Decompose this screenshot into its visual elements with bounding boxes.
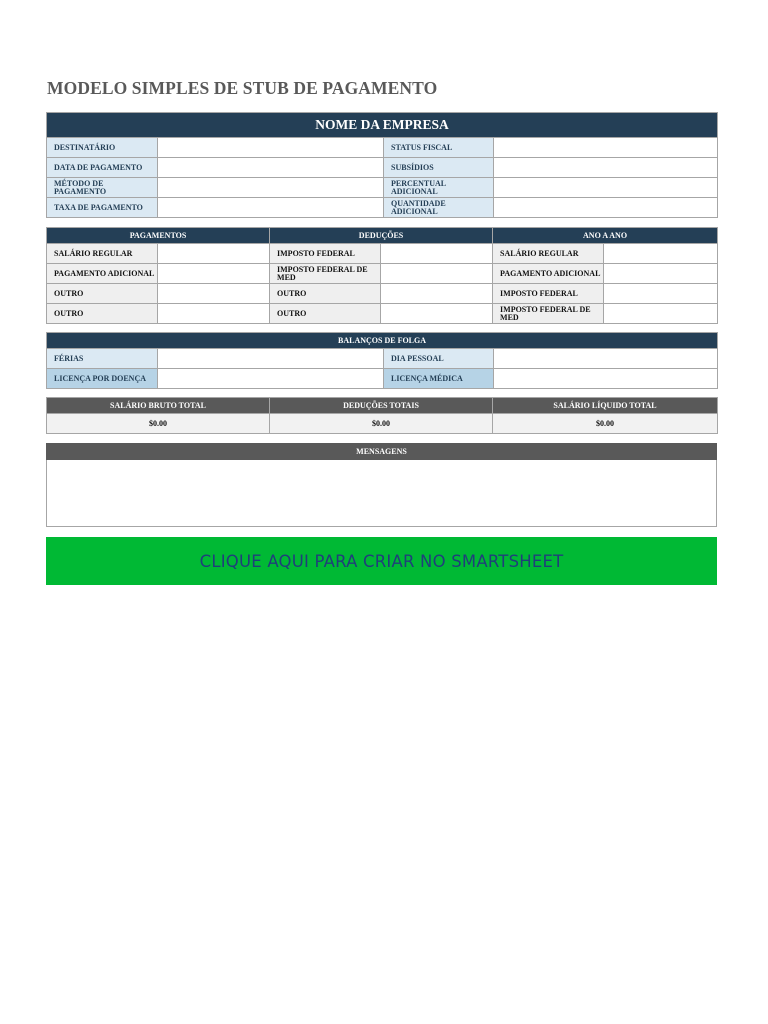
vacation-field[interactable] <box>158 349 384 369</box>
ytd-header: ANO A ANO <box>493 228 718 244</box>
earnings-value-field[interactable] <box>158 304 270 324</box>
earnings-label: OUTRO <box>47 284 158 304</box>
earnings-value-field[interactable] <box>158 244 270 264</box>
deductions-value-field[interactable] <box>381 264 493 284</box>
earnings-value-field[interactable] <box>158 264 270 284</box>
messages-area[interactable] <box>46 460 717 527</box>
document-title: MODELO SIMPLES DE STUB DE PAGAMENTO <box>47 78 438 98</box>
additional-amount-label: QUANTIDADE ADICIONAL <box>384 198 494 218</box>
recipient-label: DESTINATÁRIO <box>47 138 158 158</box>
sick-leave-label: LICENÇA POR DOENÇA <box>47 369 158 389</box>
tax-status-label: STATUS FISCAL <box>384 138 494 158</box>
ytd-label: SALÁRIO REGULAR <box>493 244 604 264</box>
create-in-smartsheet-button[interactable] <box>46 537 717 585</box>
ytd-value-field[interactable] <box>604 284 718 304</box>
company-info-table <box>46 112 718 218</box>
medical-leave-field[interactable] <box>494 369 718 389</box>
additional-amount-field[interactable] <box>494 198 718 218</box>
pay-rate-field[interactable] <box>158 198 384 218</box>
recipient-field[interactable] <box>158 138 384 158</box>
medical-leave-label: LICENÇA MÉDICA <box>384 369 494 389</box>
earnings-label: PAGAMENTO ADICIONAL <box>47 264 158 284</box>
pay-date-label: DATA DE PAGAMENTO <box>47 158 158 178</box>
deductions-value-field[interactable] <box>381 284 493 304</box>
personal-day-label: DIA PESSOAL <box>384 349 494 369</box>
company-name-header: NOME DA EMPRESA <box>47 113 718 138</box>
gross-pay-header: SALÁRIO BRUTO TOTAL <box>47 398 270 414</box>
net-pay-header: SALÁRIO LÍQUIDO TOTAL <box>493 398 718 414</box>
personal-day-field[interactable] <box>494 349 718 369</box>
deductions-header: DEDUÇÕES <box>270 228 493 244</box>
earnings-header: PAGAMENTOS <box>47 228 270 244</box>
deductions-label: OUTRO <box>270 304 381 324</box>
messages-header: MENSAGENS <box>46 443 717 460</box>
allowances-field[interactable] <box>494 158 718 178</box>
leave-balances-header: BALANÇOS DE FOLGA <box>47 333 718 349</box>
tax-status-field[interactable] <box>494 138 718 158</box>
deductions-label: IMPOSTO FEDERAL <box>270 244 381 264</box>
ytd-value-field[interactable] <box>604 264 718 284</box>
net-pay-value: $0.00 <box>493 414 718 434</box>
vacation-label: FÉRIAS <box>47 349 158 369</box>
deductions-value-field[interactable] <box>381 304 493 324</box>
deductions-label: IMPOSTO FEDERAL DE MED <box>270 264 381 284</box>
ytd-value-field[interactable] <box>604 244 718 264</box>
totals-table <box>46 397 718 434</box>
pay-rate-label: TAXA DE PAGAMENTO <box>47 198 158 218</box>
ytd-label: PAGAMENTO ADICIONAL <box>493 264 604 284</box>
gross-pay-value: $0.00 <box>47 414 270 434</box>
leave-balances-table <box>46 332 718 389</box>
earnings-value-field[interactable] <box>158 284 270 304</box>
deductions-value-field[interactable] <box>381 244 493 264</box>
ytd-label: IMPOSTO FEDERAL <box>493 284 604 304</box>
total-deductions-header: DEDUÇÕES TOTAIS <box>270 398 493 414</box>
deductions-label: OUTRO <box>270 284 381 304</box>
additional-percent-field[interactable] <box>494 178 718 198</box>
earnings-label: SALÁRIO REGULAR <box>47 244 158 264</box>
earnings-label: OUTRO <box>47 304 158 324</box>
pay-method-label: MÉTODO DE PAGAMENTO <box>47 178 158 198</box>
total-deductions-value: $0.00 <box>270 414 493 434</box>
pay-date-field[interactable] <box>158 158 384 178</box>
earnings-deductions-table <box>46 227 718 324</box>
allowances-label: SUBSÍDIOS <box>384 158 494 178</box>
pay-method-field[interactable] <box>158 178 384 198</box>
sick-leave-field[interactable] <box>158 369 384 389</box>
ytd-value-field[interactable] <box>604 304 718 324</box>
cta-label: CLIQUE AQUI PARA CRIAR NO SMARTSHEET <box>199 551 564 571</box>
ytd-label: IMPOSTO FEDERAL DE MED <box>493 304 604 324</box>
additional-percent-label: PERCENTUAL ADICIONAL <box>384 178 494 198</box>
